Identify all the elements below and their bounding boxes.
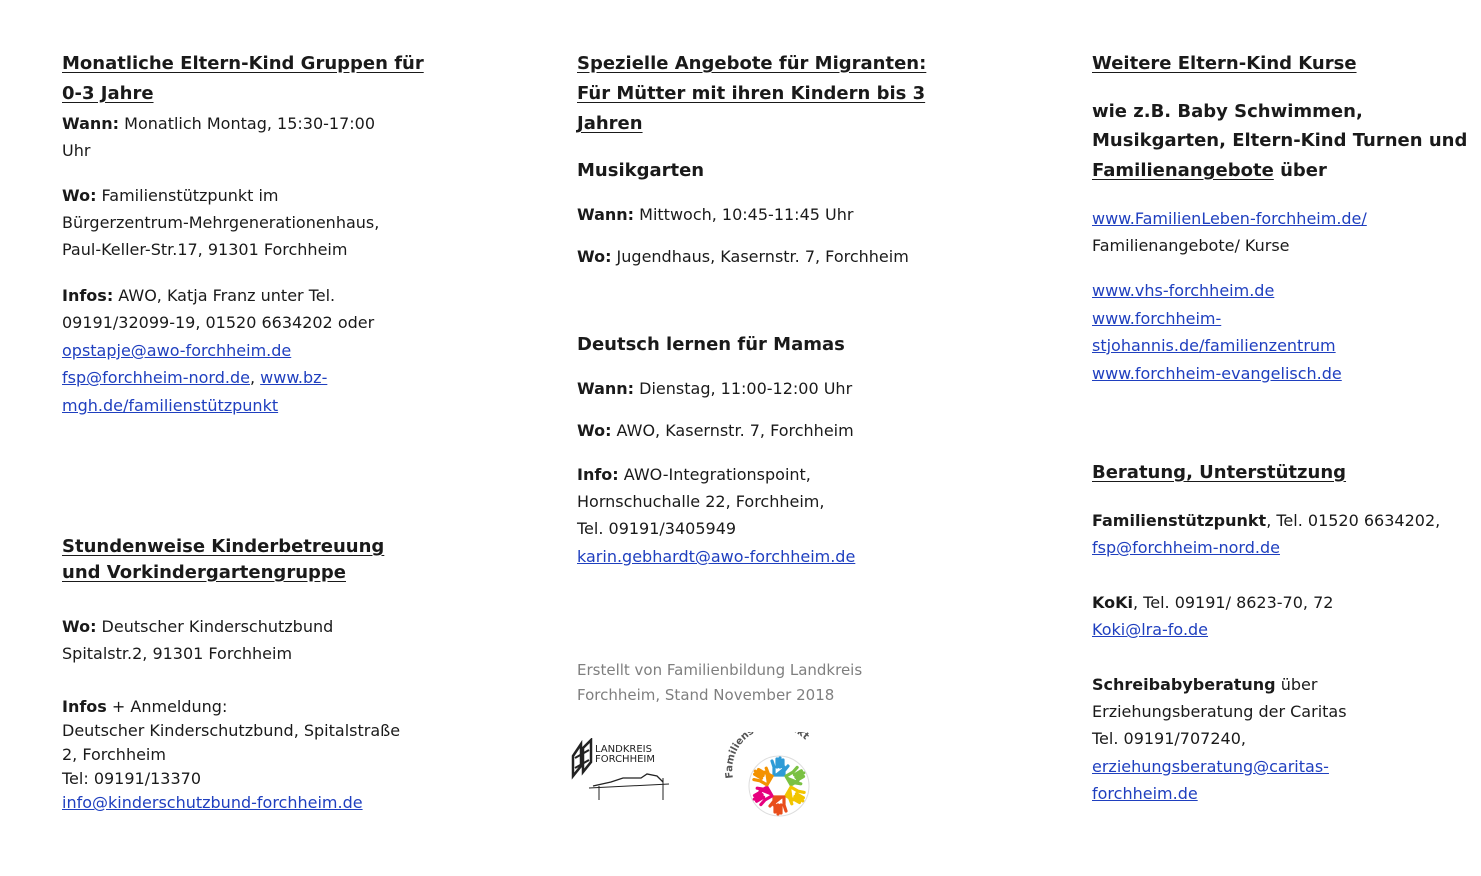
hand-icon xyxy=(751,764,774,786)
tel-line: Tel: 09191/13370 xyxy=(62,769,202,788)
schreibaby-line: Schreibabyberatung über xyxy=(1092,675,1318,694)
hand-icon xyxy=(784,785,807,807)
section-title-kinderbetreuung: Stundenweise Kinderbetreuung xyxy=(62,536,385,557)
intro-line1: wie z.B. Baby Schwimmen, xyxy=(1092,101,1363,122)
wo-line: Wo: Deutscher Kinderschutzbund xyxy=(62,617,334,636)
section-title-vorkindergarten: und Vorkindergartengruppe xyxy=(62,562,346,583)
intro-line3: Familienangebote über xyxy=(1092,160,1327,181)
landkreis-forchheim-logo xyxy=(571,738,675,804)
footer-credit-line2: Forchheim, Stand November 2018 xyxy=(577,686,835,704)
wann-line: Wann: Mittwoch, 10:45-11:45 Uhr xyxy=(577,205,854,224)
wo-line2: Bürgerzentrum-Mehrgenerationenhaus, xyxy=(62,213,380,232)
familienleben-sub: Familienangebote/ Kurse xyxy=(1092,236,1290,255)
bz-mgh-link[interactable]: www.bz- xyxy=(260,368,328,387)
logo-text-forchheim: FORCHHEIM xyxy=(595,754,655,765)
hand-icon xyxy=(770,797,786,814)
familienstuetzpunkt-logo xyxy=(723,732,827,818)
email-links-line: fsp@forchheim-nord.de, www.bz- xyxy=(62,368,328,387)
wo-line: Wo: AWO, Kasernstr. 7, Forchheim xyxy=(577,421,854,440)
bz-mgh-link-line2[interactable]: mgh.de/familienstützpunkt xyxy=(62,396,279,415)
section-title-migranten: Spezielle Angebote für Migranten: xyxy=(577,53,927,74)
footer-credit-line1: Erstellt von Familienbildung Landkreis xyxy=(577,661,863,679)
wo-line: Wo: Familienstützpunkt im xyxy=(62,186,279,205)
koki-email-link[interactable]: Koki@lra-fo.de xyxy=(1092,620,1209,639)
schreibaby-line3: Tel. 09191/707240, xyxy=(1092,729,1246,748)
wo-line: Wo: Jugendhaus, Kasernstr. 7, Forchheim xyxy=(577,247,909,266)
fsp-email-link[interactable]: fsp@forchheim-nord.de xyxy=(62,368,250,387)
schreibaby-line2: Erziehungsberatung der Caritas xyxy=(1092,702,1347,721)
wo-line3: Paul-Keller-Str.17, 91301 Forchheim xyxy=(62,240,348,259)
logo-text-familienstuetzpunkt: Familien kt xyxy=(724,732,811,780)
caritas-email-link[interactable]: erziehungsberatung@caritas- xyxy=(1092,757,1329,776)
address-line2: 2, Forchheim xyxy=(62,745,166,764)
karin-email-link[interactable]: karin.gebhardt@awo-forchheim.de xyxy=(577,547,856,566)
koki-line: KoKi, Tel. 09191/ 8623-70, 72 xyxy=(1092,593,1334,612)
infos-phone-line: 09191/32099-19, 01520 6634202 oder xyxy=(62,313,375,332)
address-line1: Deutscher Kinderschutzbund, Spitalstraße xyxy=(62,721,401,740)
evangelisch-link[interactable]: www.forchheim-evangelisch.de xyxy=(1092,364,1342,383)
kinderschutzbund-email-link[interactable]: info@kinderschutzbund-forchheim.de xyxy=(62,793,363,812)
infos-line: Infos: AWO, Katja Franz unter Tel. xyxy=(62,286,336,305)
hand-icon xyxy=(772,758,788,775)
fsp-email-link[interactable]: fsp@forchheim-nord.de xyxy=(1092,538,1280,557)
infos-anmeldung-line: Infos + Anmeldung: xyxy=(62,697,228,716)
section-title-beratung: Beratung, Unterstützung xyxy=(1092,462,1347,483)
opstapje-email-link[interactable]: opstapje@awo-forchheim.de xyxy=(62,341,292,360)
musikgarten-heading: Musikgarten xyxy=(577,160,705,181)
vhs-link[interactable]: www.vhs-forchheim.de xyxy=(1092,281,1275,300)
info-line: Info: AWO-Integrationspoint, xyxy=(577,465,811,484)
section-title-weitere-kurse: Weitere Eltern-Kind Kurse xyxy=(1092,53,1357,74)
caritas-email-link-line2[interactable]: forchheim.de xyxy=(1092,784,1198,803)
intro-line2: Musikgarten, Eltern-Kind Turnen und xyxy=(1092,130,1468,151)
familienleben-link[interactable]: www.FamilienLeben-forchheim.de/ xyxy=(1092,209,1367,228)
hands-icon xyxy=(750,758,807,814)
wann-line: Wann: Dienstag, 11:00-12:00 Uhr xyxy=(577,379,853,398)
info-line3: Tel. 09191/3405949 xyxy=(577,519,737,538)
fsp-line: Familienstützpunkt, Tel. 01520 6634202, xyxy=(1092,511,1441,530)
stjohannis-link-line2[interactable]: stjohannis.de/familienzentrum xyxy=(1092,336,1336,355)
logo-text-landkreis: LANDKREIS xyxy=(595,744,652,755)
wo-line2: Spitalstr.2, 91301 Forchheim xyxy=(62,644,293,663)
section-title-line2: Für Mütter mit ihren Kindern bis 3 xyxy=(577,83,926,104)
info-line2: Hornschuchalle 22, Forchheim, xyxy=(577,492,825,511)
wann-line2: Uhr xyxy=(62,141,91,160)
section-title-line3: Jahren xyxy=(577,113,643,134)
stjohannis-link[interactable]: www.forchheim- xyxy=(1092,309,1222,328)
section-title-eltern-kind-gruppen: Monatliche Eltern-Kind Gruppen für xyxy=(62,53,424,74)
section-title-line2: 0-3 Jahre xyxy=(62,83,154,104)
wann-line: Wann: Monatlich Montag, 15:30-17:00 xyxy=(62,114,376,133)
deutsch-lernen-heading: Deutsch lernen für Mamas xyxy=(577,334,845,355)
